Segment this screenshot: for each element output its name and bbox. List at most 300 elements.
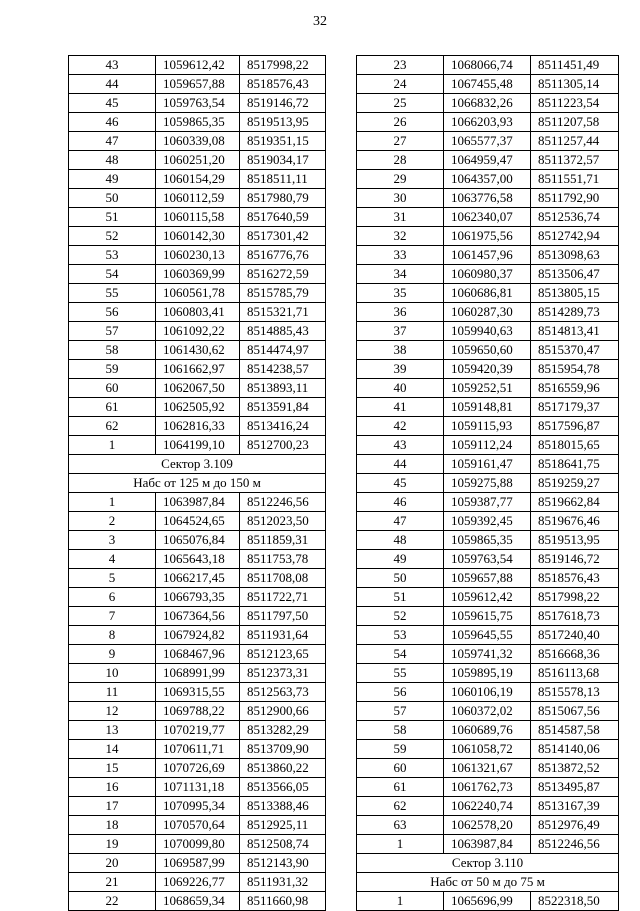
x-coordinate-cell: 1061058,72 — [444, 740, 531, 759]
table-row — [69, 550, 326, 569]
y-coordinate-cell: 8512563,73 — [240, 683, 326, 702]
x-coordinate-cell: 1063987,84 — [444, 835, 531, 854]
x-coordinate-cell: 1062505,92 — [156, 398, 240, 417]
point-number-cell: 4 — [69, 550, 156, 569]
coordinates-table-left — [68, 55, 326, 911]
x-coordinate-cell: 1064959,47 — [444, 151, 531, 170]
point-number-cell: 21 — [69, 873, 156, 892]
point-number-cell: 9 — [69, 645, 156, 664]
section-header: Набс от 50 м до 75 м — [357, 873, 619, 892]
y-coordinate-cell: 8513388,46 — [240, 797, 326, 816]
y-coordinate-cell: 8513282,29 — [240, 721, 326, 740]
point-number-cell: 41 — [357, 398, 444, 417]
point-number-cell: 54 — [69, 265, 156, 284]
x-coordinate-cell: 1060980,37 — [444, 265, 531, 284]
point-number-cell: 62 — [69, 417, 156, 436]
y-coordinate-cell: 8517596,87 — [531, 417, 619, 436]
x-coordinate-cell: 1066203,93 — [444, 113, 531, 132]
x-coordinate-cell: 1061321,67 — [444, 759, 531, 778]
x-coordinate-cell: 1064357,00 — [444, 170, 531, 189]
x-coordinate-cell: 1070219,77 — [156, 721, 240, 740]
x-coordinate-cell: 1059387,77 — [444, 493, 531, 512]
y-coordinate-cell: 8511931,32 — [240, 873, 326, 892]
table-row — [357, 208, 619, 227]
point-number-cell: 54 — [357, 645, 444, 664]
x-coordinate-cell: 1068991,99 — [156, 664, 240, 683]
table-row — [69, 151, 326, 170]
x-coordinate-cell: 1060369,99 — [156, 265, 240, 284]
table-row — [69, 892, 326, 911]
x-coordinate-cell: 1069788,22 — [156, 702, 240, 721]
point-number-cell: 8 — [69, 626, 156, 645]
y-coordinate-cell: 8513872,52 — [531, 759, 619, 778]
x-coordinate-cell: 1060372,02 — [444, 702, 531, 721]
point-number-cell: 56 — [357, 683, 444, 702]
x-coordinate-cell: 1059865,35 — [444, 531, 531, 550]
x-coordinate-cell: 1070099,80 — [156, 835, 240, 854]
x-coordinate-cell: 1067364,56 — [156, 607, 240, 626]
point-number-cell: 51 — [69, 208, 156, 227]
y-coordinate-cell: 8511931,64 — [240, 626, 326, 645]
table-row — [357, 816, 619, 835]
y-coordinate-cell: 8512536,74 — [531, 208, 619, 227]
table-row — [357, 132, 619, 151]
table-row — [357, 531, 619, 550]
table-row — [357, 246, 619, 265]
point-number-cell: 7 — [69, 607, 156, 626]
y-coordinate-cell: 8514813,41 — [531, 322, 619, 341]
x-coordinate-cell: 1059645,55 — [444, 626, 531, 645]
point-number-cell: 2 — [69, 512, 156, 531]
table-row — [357, 94, 619, 113]
table-row — [69, 360, 326, 379]
point-number-cell: 39 — [357, 360, 444, 379]
y-coordinate-cell: 8519146,72 — [531, 550, 619, 569]
point-number-cell: 50 — [357, 569, 444, 588]
x-coordinate-cell: 1069587,99 — [156, 854, 240, 873]
point-number-cell: 27 — [357, 132, 444, 151]
y-coordinate-cell: 8512023,50 — [240, 512, 326, 531]
point-number-cell: 10 — [69, 664, 156, 683]
point-number-cell: 43 — [357, 436, 444, 455]
table-row — [69, 873, 326, 892]
point-number-cell: 63 — [357, 816, 444, 835]
point-number-cell: 61 — [69, 398, 156, 417]
y-coordinate-cell: 8519259,27 — [531, 474, 619, 493]
x-coordinate-cell: 1062067,50 — [156, 379, 240, 398]
y-coordinate-cell: 8515578,13 — [531, 683, 619, 702]
y-coordinate-cell: 8519513,95 — [531, 531, 619, 550]
table-row — [357, 417, 619, 436]
x-coordinate-cell: 1070611,71 — [156, 740, 240, 759]
table-row — [357, 645, 619, 664]
point-number-cell: 24 — [357, 75, 444, 94]
x-coordinate-cell: 1059763,54 — [156, 94, 240, 113]
point-number-cell: 60 — [69, 379, 156, 398]
point-number-cell: 5 — [69, 569, 156, 588]
x-coordinate-cell: 1063776,58 — [444, 189, 531, 208]
y-coordinate-cell: 8512900,66 — [240, 702, 326, 721]
point-number-cell: 20 — [69, 854, 156, 873]
x-coordinate-cell: 1059612,42 — [156, 56, 240, 75]
point-number-cell: 1 — [357, 892, 444, 911]
y-coordinate-cell: 8511792,90 — [531, 189, 619, 208]
x-coordinate-cell: 1060287,30 — [444, 303, 531, 322]
point-number-cell: 57 — [69, 322, 156, 341]
x-coordinate-cell: 1060803,41 — [156, 303, 240, 322]
x-coordinate-cell: 1066832,26 — [444, 94, 531, 113]
table-row — [357, 398, 619, 417]
x-coordinate-cell: 1060251,20 — [156, 151, 240, 170]
x-coordinate-cell: 1070570,64 — [156, 816, 240, 835]
point-number-cell: 49 — [69, 170, 156, 189]
y-coordinate-cell: 8519676,46 — [531, 512, 619, 531]
point-number-cell: 35 — [357, 284, 444, 303]
point-number-cell: 48 — [357, 531, 444, 550]
y-coordinate-cell: 8511551,71 — [531, 170, 619, 189]
point-number-cell: 56 — [69, 303, 156, 322]
y-coordinate-cell: 8512925,11 — [240, 816, 326, 835]
y-coordinate-cell: 8513167,39 — [531, 797, 619, 816]
x-coordinate-cell: 1060106,19 — [444, 683, 531, 702]
x-coordinate-cell: 1060154,29 — [156, 170, 240, 189]
table-row — [357, 493, 619, 512]
x-coordinate-cell: 1065643,18 — [156, 550, 240, 569]
page-number: 32 — [313, 14, 327, 29]
table-row — [357, 607, 619, 626]
point-number-cell: 13 — [69, 721, 156, 740]
table-row — [69, 284, 326, 303]
table-row — [69, 626, 326, 645]
x-coordinate-cell: 1071131,18 — [156, 778, 240, 797]
table-row — [357, 778, 619, 797]
table-row — [69, 816, 326, 835]
x-coordinate-cell: 1065577,37 — [444, 132, 531, 151]
point-number-cell: 12 — [69, 702, 156, 721]
y-coordinate-cell: 8517998,22 — [240, 56, 326, 75]
y-coordinate-cell: 8515370,47 — [531, 341, 619, 360]
point-number-cell: 52 — [69, 227, 156, 246]
point-number-cell: 40 — [357, 379, 444, 398]
table-row — [69, 645, 326, 664]
y-coordinate-cell: 8511451,49 — [531, 56, 619, 75]
y-coordinate-cell: 8512700,23 — [240, 436, 326, 455]
table-row — [69, 56, 326, 75]
x-coordinate-cell: 1059275,88 — [444, 474, 531, 493]
table-row — [357, 550, 619, 569]
point-number-cell: 51 — [357, 588, 444, 607]
y-coordinate-cell: 8517618,73 — [531, 607, 619, 626]
point-number-cell: 18 — [69, 816, 156, 835]
point-number-cell: 17 — [69, 797, 156, 816]
point-number-cell: 59 — [69, 360, 156, 379]
point-number-cell: 44 — [357, 455, 444, 474]
x-coordinate-cell: 1068066,74 — [444, 56, 531, 75]
x-coordinate-cell: 1070995,34 — [156, 797, 240, 816]
y-coordinate-cell: 8519146,72 — [240, 94, 326, 113]
point-number-cell: 33 — [357, 246, 444, 265]
x-coordinate-cell: 1059940,63 — [444, 322, 531, 341]
x-coordinate-cell: 1059657,88 — [444, 569, 531, 588]
table-row — [357, 265, 619, 284]
x-coordinate-cell: 1069226,77 — [156, 873, 240, 892]
table-row — [69, 227, 326, 246]
x-coordinate-cell: 1059650,60 — [444, 341, 531, 360]
point-number-cell: 22 — [69, 892, 156, 911]
y-coordinate-cell: 8517179,37 — [531, 398, 619, 417]
y-coordinate-cell: 8511660,98 — [240, 892, 326, 911]
point-number-cell: 25 — [357, 94, 444, 113]
coordinates-table-right — [356, 55, 619, 911]
y-coordinate-cell: 8517998,22 — [531, 588, 619, 607]
x-coordinate-cell: 1060112,59 — [156, 189, 240, 208]
x-coordinate-cell: 1060561,78 — [156, 284, 240, 303]
point-number-cell: 1 — [69, 493, 156, 512]
table-row — [69, 569, 326, 588]
section-header-row — [357, 854, 619, 873]
point-number-cell: 6 — [69, 588, 156, 607]
x-coordinate-cell: 1060689,76 — [444, 721, 531, 740]
y-coordinate-cell: 8518576,43 — [531, 569, 619, 588]
y-coordinate-cell: 8512976,49 — [531, 816, 619, 835]
table-row — [357, 360, 619, 379]
y-coordinate-cell: 8511257,44 — [531, 132, 619, 151]
point-number-cell: 53 — [69, 246, 156, 265]
y-coordinate-cell: 8517640,59 — [240, 208, 326, 227]
y-coordinate-cell: 8516272,59 — [240, 265, 326, 284]
section-header: Набс от 125 м до 150 м — [69, 474, 326, 493]
table-row — [357, 740, 619, 759]
table-row — [69, 379, 326, 398]
x-coordinate-cell: 1059615,75 — [444, 607, 531, 626]
x-coordinate-cell: 1068467,96 — [156, 645, 240, 664]
table-row — [357, 588, 619, 607]
y-coordinate-cell: 8512742,94 — [531, 227, 619, 246]
x-coordinate-cell: 1061662,97 — [156, 360, 240, 379]
table-row — [69, 189, 326, 208]
point-number-cell: 1 — [357, 835, 444, 854]
x-coordinate-cell: 1059612,42 — [444, 588, 531, 607]
y-coordinate-cell: 8518576,43 — [240, 75, 326, 94]
point-number-cell: 31 — [357, 208, 444, 227]
x-coordinate-cell: 1060230,13 — [156, 246, 240, 265]
table-row — [69, 322, 326, 341]
table-row — [69, 607, 326, 626]
point-number-cell: 59 — [357, 740, 444, 759]
point-number-cell: 58 — [357, 721, 444, 740]
x-coordinate-cell: 1066793,35 — [156, 588, 240, 607]
y-coordinate-cell: 8518641,75 — [531, 455, 619, 474]
table-row — [357, 797, 619, 816]
point-number-cell: 44 — [69, 75, 156, 94]
x-coordinate-cell: 1059895,19 — [444, 664, 531, 683]
x-coordinate-cell: 1059161,47 — [444, 455, 531, 474]
x-coordinate-cell: 1059112,24 — [444, 436, 531, 455]
y-coordinate-cell: 8513805,15 — [531, 284, 619, 303]
y-coordinate-cell: 8517240,40 — [531, 626, 619, 645]
point-number-cell: 47 — [357, 512, 444, 531]
y-coordinate-cell: 8511722,71 — [240, 588, 326, 607]
x-coordinate-cell: 1059252,51 — [444, 379, 531, 398]
table-row — [69, 702, 326, 721]
y-coordinate-cell: 8512508,74 — [240, 835, 326, 854]
y-coordinate-cell: 8519662,84 — [531, 493, 619, 512]
y-coordinate-cell: 8512373,31 — [240, 664, 326, 683]
x-coordinate-cell: 1070726,69 — [156, 759, 240, 778]
point-number-cell: 11 — [69, 683, 156, 702]
y-coordinate-cell: 8513591,84 — [240, 398, 326, 417]
x-coordinate-cell: 1062240,74 — [444, 797, 531, 816]
point-number-cell: 14 — [69, 740, 156, 759]
table-row — [69, 512, 326, 531]
point-number-cell: 42 — [357, 417, 444, 436]
table-row — [357, 683, 619, 702]
table-row — [357, 75, 619, 94]
y-coordinate-cell: 8518511,11 — [240, 170, 326, 189]
table-row — [357, 892, 619, 911]
x-coordinate-cell: 1059741,32 — [444, 645, 531, 664]
table-row — [357, 721, 619, 740]
y-coordinate-cell: 8514474,97 — [240, 341, 326, 360]
y-coordinate-cell: 8519513,95 — [240, 113, 326, 132]
point-number-cell: 37 — [357, 322, 444, 341]
point-number-cell: 57 — [357, 702, 444, 721]
y-coordinate-cell: 8512123,65 — [240, 645, 326, 664]
table-row — [69, 493, 326, 512]
point-number-cell: 45 — [357, 474, 444, 493]
y-coordinate-cell: 8516559,96 — [531, 379, 619, 398]
y-coordinate-cell: 8512246,56 — [531, 835, 619, 854]
x-coordinate-cell: 1068659,34 — [156, 892, 240, 911]
y-coordinate-cell: 8519351,15 — [240, 132, 326, 151]
point-number-cell: 60 — [357, 759, 444, 778]
table-row — [357, 56, 619, 75]
y-coordinate-cell: 8514238,57 — [240, 360, 326, 379]
x-coordinate-cell: 1060339,08 — [156, 132, 240, 151]
table-row — [357, 170, 619, 189]
table-row — [357, 512, 619, 531]
section-header: Сектор 3.109 — [69, 455, 326, 474]
point-number-cell: 47 — [69, 132, 156, 151]
y-coordinate-cell: 8511207,58 — [531, 113, 619, 132]
x-coordinate-cell: 1060142,30 — [156, 227, 240, 246]
point-number-cell: 34 — [357, 265, 444, 284]
point-number-cell: 55 — [69, 284, 156, 303]
y-coordinate-cell: 8512246,56 — [240, 493, 326, 512]
table-row — [357, 379, 619, 398]
y-coordinate-cell: 8511797,50 — [240, 607, 326, 626]
table-row — [69, 265, 326, 284]
y-coordinate-cell: 8516668,36 — [531, 645, 619, 664]
y-coordinate-cell: 8513893,11 — [240, 379, 326, 398]
x-coordinate-cell: 1061430,62 — [156, 341, 240, 360]
table-row — [357, 151, 619, 170]
table-row — [69, 588, 326, 607]
y-coordinate-cell: 8513860,22 — [240, 759, 326, 778]
section-header-row — [357, 873, 619, 892]
table-row — [357, 702, 619, 721]
y-coordinate-cell: 8515954,78 — [531, 360, 619, 379]
point-number-cell: 32 — [357, 227, 444, 246]
table-row — [357, 341, 619, 360]
x-coordinate-cell: 1061457,96 — [444, 246, 531, 265]
point-number-cell: 58 — [69, 341, 156, 360]
table-row — [69, 759, 326, 778]
point-number-cell: 62 — [357, 797, 444, 816]
x-coordinate-cell: 1062340,07 — [444, 208, 531, 227]
point-number-cell: 49 — [357, 550, 444, 569]
x-coordinate-cell: 1069315,55 — [156, 683, 240, 702]
table-row — [69, 170, 326, 189]
y-coordinate-cell: 8522318,50 — [531, 892, 619, 911]
table-row — [69, 740, 326, 759]
y-coordinate-cell: 8517980,79 — [240, 189, 326, 208]
x-coordinate-cell: 1063987,84 — [156, 493, 240, 512]
x-coordinate-cell: 1059420,39 — [444, 360, 531, 379]
table-row — [69, 398, 326, 417]
table-row — [357, 284, 619, 303]
y-coordinate-cell: 8513709,90 — [240, 740, 326, 759]
point-number-cell: 3 — [69, 531, 156, 550]
y-coordinate-cell: 8515067,56 — [531, 702, 619, 721]
point-number-cell: 55 — [357, 664, 444, 683]
table-row — [357, 664, 619, 683]
x-coordinate-cell: 1061762,73 — [444, 778, 531, 797]
y-coordinate-cell: 8511859,31 — [240, 531, 326, 550]
table-row — [69, 341, 326, 360]
table-row — [69, 303, 326, 322]
y-coordinate-cell: 8513566,05 — [240, 778, 326, 797]
point-number-cell: 50 — [69, 189, 156, 208]
point-number-cell: 36 — [357, 303, 444, 322]
table-row — [69, 246, 326, 265]
point-number-cell: 29 — [357, 170, 444, 189]
table-row — [357, 322, 619, 341]
y-coordinate-cell: 8515321,71 — [240, 303, 326, 322]
table-row — [69, 797, 326, 816]
table-row — [69, 132, 326, 151]
table-row — [357, 436, 619, 455]
table-row — [69, 75, 326, 94]
x-coordinate-cell: 1061975,56 — [444, 227, 531, 246]
table-row — [69, 436, 326, 455]
table-row — [357, 569, 619, 588]
table-row — [69, 854, 326, 873]
point-number-cell: 23 — [357, 56, 444, 75]
x-coordinate-cell: 1065076,84 — [156, 531, 240, 550]
point-number-cell: 15 — [69, 759, 156, 778]
point-number-cell: 30 — [357, 189, 444, 208]
y-coordinate-cell: 8514289,73 — [531, 303, 619, 322]
table-row — [69, 208, 326, 227]
y-coordinate-cell: 8514885,43 — [240, 322, 326, 341]
table-row — [69, 778, 326, 797]
table-row — [69, 835, 326, 854]
y-coordinate-cell: 8511305,14 — [531, 75, 619, 94]
y-coordinate-cell: 8516776,76 — [240, 246, 326, 265]
point-number-cell: 45 — [69, 94, 156, 113]
table-row — [357, 455, 619, 474]
x-coordinate-cell: 1066217,45 — [156, 569, 240, 588]
x-coordinate-cell: 1060115,58 — [156, 208, 240, 227]
y-coordinate-cell: 8513416,24 — [240, 417, 326, 436]
x-coordinate-cell: 1060686,81 — [444, 284, 531, 303]
table-row — [357, 303, 619, 322]
x-coordinate-cell: 1059763,54 — [444, 550, 531, 569]
section-header-row — [69, 455, 326, 474]
table-row — [357, 113, 619, 132]
table-row — [69, 683, 326, 702]
